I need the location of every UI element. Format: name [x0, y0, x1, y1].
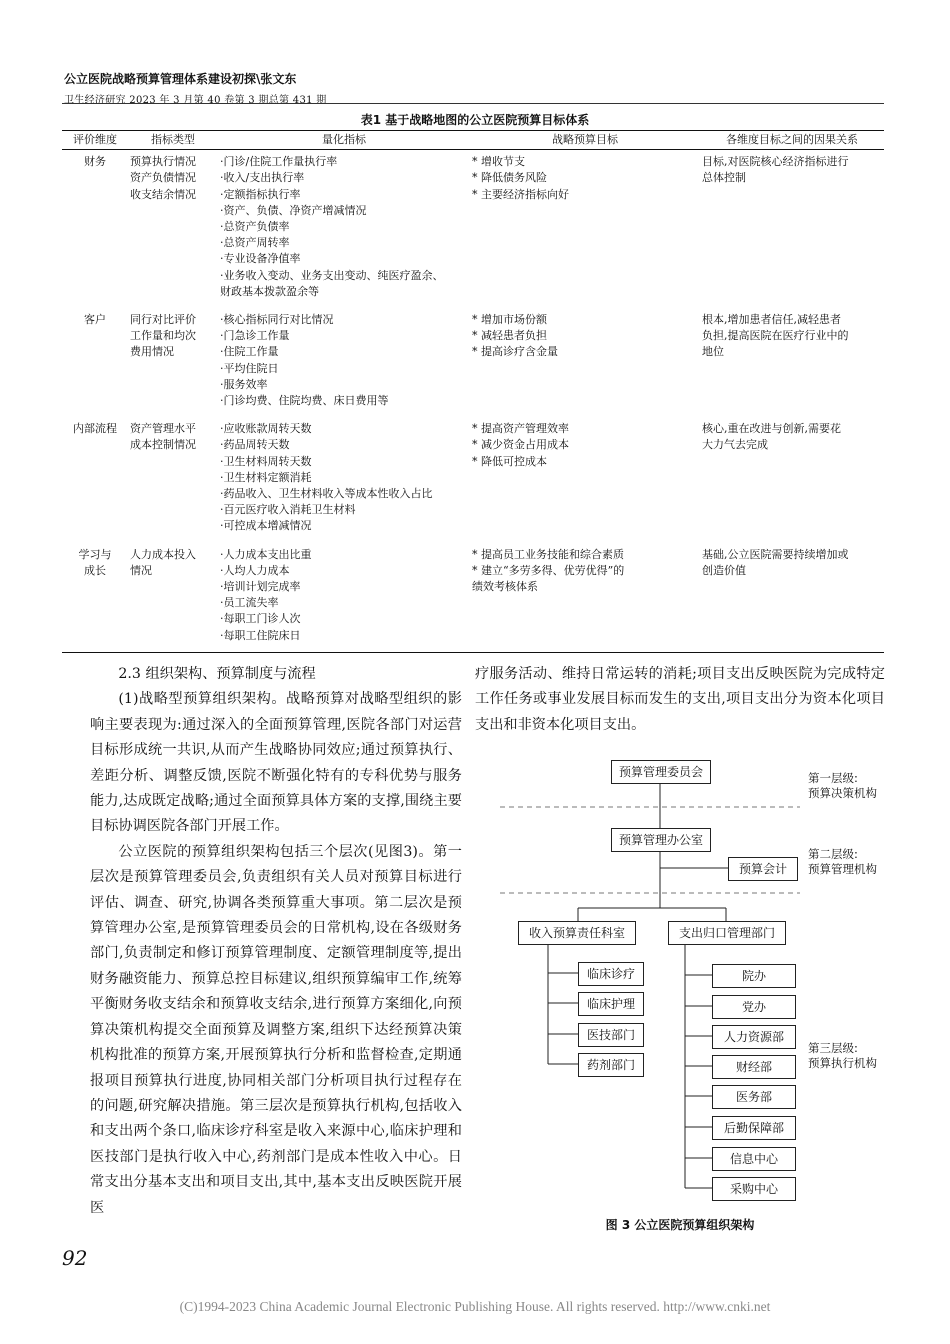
cell-line: ·应收账款周转天数	[220, 422, 312, 436]
cell-line: 目标,对医院核心经济指标进行	[702, 155, 849, 169]
cell-line: 绩效考核体系	[472, 580, 538, 594]
expense-dept-box: 支出归口管理部门	[668, 921, 786, 945]
cell-line: 总体控制	[702, 171, 746, 185]
cell-line: * 增加市场份额	[472, 313, 547, 327]
cell-line: ·每职工门诊人次	[220, 612, 301, 626]
paragraph: (1)战略型预算组织架构。战略预算对战略型组织的影响主要表现为:通过深入的全面预算管理,医院各部门对运营目标形成统一共识,从而产生战略协同效应;通过预算执行、差距分析、调整反馈,医院不断强化特有的专科优势与服务能力,达成既定战略;通过全面预算具体方案的支撑,围绕主要目标协调医院各部门开展工作。	[90, 691, 462, 835]
cell-line: ·平均住院日	[220, 361, 279, 375]
copyright-footer: (C)1994-2023 China Academic Journal Electronic Publishing House. All rights reserved. http://www.cnki.net	[179, 1299, 771, 1314]
cell-line: 大力气去完成	[702, 438, 768, 452]
cell-line: 资产负债情况	[130, 171, 196, 185]
cell-line: 客户	[84, 313, 106, 327]
figure-caption: 图 3 公立医院预算组织架构	[605, 1218, 755, 1232]
cell-line: 核心,重在改进与创新,需要花	[702, 422, 841, 436]
cell-line: * 减轻患者负担	[472, 329, 547, 343]
cell-line: ·人均人力成本	[220, 563, 290, 577]
expense-unit-box: 人力资源部	[712, 1025, 796, 1049]
office-box: 预算管理办公室	[611, 828, 711, 852]
cell-line: ·住院工作量	[220, 345, 279, 359]
cell-line: 预算执行情况	[130, 155, 196, 169]
expense-unit-box: 医务部	[712, 1085, 796, 1109]
cell-line: ·员工流失率	[220, 596, 279, 610]
cell-line: ·定额指标执行率	[220, 187, 301, 201]
expense-unit-box: 采购中心	[712, 1177, 796, 1201]
expense-unit-box: 党办	[712, 995, 796, 1019]
level1-label: 第一层级: 预算决策机构	[808, 771, 877, 800]
col-header: 评价维度	[62, 131, 128, 150]
cell-line: * 提高资产管理效率	[472, 422, 569, 436]
col-header: 量化指标	[218, 131, 470, 150]
cell-line: 工作量和均次	[130, 329, 196, 343]
cell-line: ·门诊/住院工作量执行率	[220, 155, 338, 169]
expense-unit-box: 院办	[712, 964, 796, 988]
cell-line: ·培训计划完成率	[220, 580, 301, 594]
cell-line: ·总资产周转率	[220, 236, 290, 250]
cell-line: ·药品收入、卫生材料收入等成本性收入占比	[220, 487, 433, 501]
cell-line: 财政基本拨款盈余等	[220, 284, 319, 298]
table-title: 表1 基于战略地图的公立医院预算目标体系	[360, 113, 590, 127]
cell-line: * 降低债务风险	[472, 171, 547, 185]
income-unit-box: 药剂部门	[578, 1053, 644, 1077]
paragraph: 公立医院的预算组织架构包括三个层次(见图3)。第一层次是预算管理委员会,负责组织有关人员对预算目标进行评估、调查、研究,协调各类预算重大事项。第二层次是预算管理办公室,是预算管理委员会的日常机构,设在各级财务部门,负责制定和修订预算管理制度、定额管理制度等,提出财务融资能力、预算总控目标建议,组织预算编审工作,统筹平衡财务收支结余和预算收支结余,进行预算方案细化,向预算决策机构提交全面预算及调整方案,组织下达经预算决策机构批准的预算方案,开展预算执行分析和监督检查,定期通报项目预算执行进度,协同相关部门分析项目执行过程存在的问题,研究解决措施。第三层次是预算执行机构,包括收入和支出两个条口,临床诊疗科室是收入来源中心,临床护理和医技部门是执行收入中心,药剂部门是成本性收入中心。日常支出分基本支出和项目支出,其中,基本支出反映医院开展医	[90, 843, 462, 1216]
income-unit-box: 临床诊疗	[578, 962, 644, 986]
cell-line: ·收入/支出执行率	[220, 171, 305, 185]
cell-line: 基础,公立医院需要持续增加或	[702, 547, 849, 561]
level2-label: 第二层级: 预算管理机构	[808, 847, 877, 876]
cell-line: * 提高员工业务技能和综合素质	[472, 547, 624, 561]
cell-line: 同行对比评价	[130, 313, 196, 327]
col-header: 战略预算目标	[470, 131, 700, 150]
income-dept-box: 收入预算责任科室	[518, 921, 636, 945]
cell-line: ·门诊均费、住院均费、床日费用等	[220, 394, 389, 408]
cell-line: * 减少资金占用成本	[472, 438, 569, 452]
cell-line: ·服务效率	[220, 377, 268, 391]
page-number: 92	[62, 1246, 88, 1270]
expense-unit-box: 信息中心	[712, 1147, 796, 1171]
col-header: 指标类型	[128, 131, 218, 150]
cell-line: 人力成本投入	[130, 547, 196, 561]
cell-line: * 降低可控成本	[472, 454, 547, 468]
cell-line: * 主要经济指标向好	[472, 187, 569, 201]
cell-line: 根本,增加患者信任,减轻患者	[702, 313, 841, 327]
cell-line: * 提高诊疗含金量	[472, 345, 558, 359]
cell-line: ·专业设备净值率	[220, 252, 301, 266]
col-header: 各维度目标之间的因果关系	[700, 131, 884, 150]
section-heading: 2.3 组织架构、预算制度与流程	[118, 666, 316, 682]
cell-line: ·总资产负债率	[220, 220, 290, 234]
cell-line: ·卫生材料定额消耗	[220, 470, 312, 484]
cell-line: 收支结余情况	[130, 187, 196, 201]
cell-line: 负担,提高医院在医疗行业中的	[702, 329, 849, 343]
cell-line: * 增收节支	[472, 155, 525, 169]
cell-line: 内部流程	[73, 422, 117, 436]
expense-unit-box: 财经部	[712, 1055, 796, 1079]
cell-line: 情况	[130, 563, 152, 577]
cell-line: ·业务收入变动、业务支出变动、纯医疗盈余、	[220, 268, 444, 282]
income-unit-box: 医技部门	[578, 1023, 644, 1047]
cell-line: ·百元医疗收入消耗卫生材料	[220, 503, 356, 517]
cell-line: 创造价值	[702, 563, 746, 577]
cell-line: 地位	[702, 345, 724, 359]
running-title: 公立医院战略预算管理体系建设初探\张文东	[64, 72, 297, 86]
cell-line: ·药品周转天数	[220, 438, 290, 452]
expense-unit-box: 后勤保障部	[712, 1116, 796, 1140]
income-unit-box: 临床护理	[578, 992, 644, 1016]
cell-line: * 建立“多劳多得、优劳优得”的	[472, 563, 625, 577]
cell-line: ·每职工住院床日	[220, 628, 301, 642]
paragraph: 疗服务活动、维持日常运转的消耗;项目支出反映医院为完成特定工作任务或事业发展目标而发生的支出,项目支出分为资本化项目支出和非资本化项目支出。	[475, 666, 885, 733]
journal-info: 卫生经济研究 2023 年 3 月第 40 卷第 3 期总第 431 期	[64, 95, 327, 106]
cell-line: 费用情况	[130, 345, 174, 359]
level3-label: 第三层级: 预算执行机构	[808, 1041, 877, 1070]
cell-line: ·门急诊工作量	[220, 329, 290, 343]
cell-line: ·资产、负债、净资产增减情况	[220, 203, 367, 217]
committee-box: 预算管理委员会	[611, 760, 711, 784]
cell-line: 成本控制情况	[130, 438, 196, 452]
cell-line: 资产管理水平	[130, 422, 196, 436]
cell-line: ·核心指标同行对比情况	[220, 313, 334, 327]
cell-line: ·卫生材料周转天数	[220, 454, 312, 468]
cell-line: ·可控成本增减情况	[220, 519, 312, 533]
accountant-box: 预算会计	[728, 857, 798, 881]
cell-line: 财务	[84, 155, 106, 169]
cell-line: 成长	[84, 563, 106, 577]
cell-line: ·人力成本支出比重	[220, 547, 312, 561]
cell-line: 学习与	[78, 547, 112, 561]
